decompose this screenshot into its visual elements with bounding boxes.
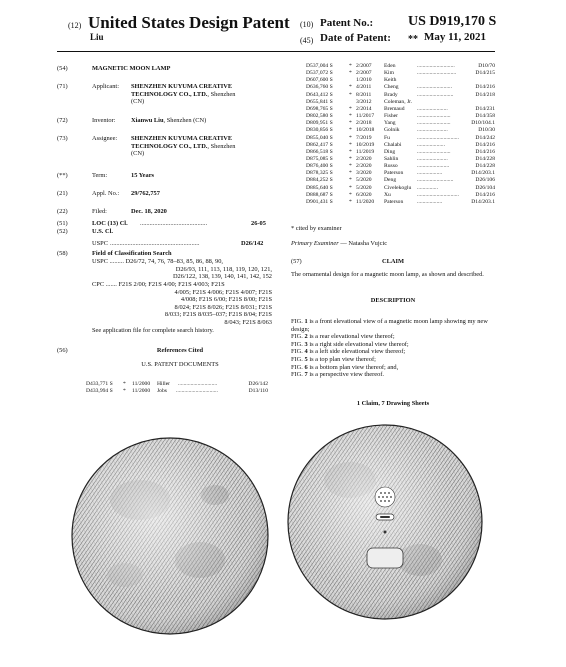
right-ref-row: D866,518 S * 11/2019 Ding ........................ D14/216 [306,148,495,155]
applicant-label: Applicant: [92,83,119,90]
right-ref-row: D888,687 S * 6/2020 Xu .............................. D14/216 [306,191,495,198]
loc-value: 26-05 [251,220,266,227]
speaker-grille-icon [375,487,395,507]
indicator-dot-icon [384,531,387,534]
right-ref-row: D830,856 S * 10/2018 Golnik ...................... D10/30 [306,127,495,134]
right-ref-row: D884,252 S * 5/2020 Deng .......................... D26/106 [306,177,495,184]
figure-item: FIG. 5 is a top plan view thereof; [291,355,376,363]
search-note: See application file for complete search history. [92,327,214,334]
search-uspc-lines: USPC ......... D26/72, 74, 76, 78–83, 85, 86, 88, 90, D26/93, 111, 113, 118, 119, 120, 121, D26/122, 138, 139, 140, 141, 142, 152 [92,258,272,281]
term-label: Term: [92,172,108,179]
right-ref-row: D809,951 S * 2/2018 Yang ........................ D10/104.1 [306,120,495,127]
loc-dots: .......................................... [140,220,208,227]
button-slot-icon [380,516,390,518]
inventor-value: Xianwu Liu, Shenzhen (CN) [131,117,207,124]
right-ref-row: D698,765 S * 2/2014 Bremaud ...................... D14/231 [306,105,495,112]
claims-footer: 1 Claim, 7 Drawing Sheets [356,400,430,407]
right-ref-row: D875,085 S * 2/2020 Sahlin ...................... D14/228 [306,155,495,162]
filed-value: Dec. 18, 2020 [131,208,167,215]
figure-item: FIG. 7 is a perspective view thereof. [291,371,385,379]
right-ref-row: D885,640 S * 5/2020 Civelekoglu ............... D26/104 [306,184,495,191]
moon-sphere-rear [288,425,482,619]
right-ref-row: D537,072 S * 2/2007 Kim ............................ D14/215 [306,70,495,77]
field-21-num: (21) [57,190,68,197]
search-field-label: Field of Classification Search [92,250,172,257]
refs-cited-label: References Cited [156,347,204,354]
right-ref-row: D537,004 S * 2/2007 Eden ........................... D10/70 [306,63,495,69]
figure-item: FIG. 3 is a right side elevational view thereof; [291,340,409,348]
patent-number: US D919,170 S [408,14,497,29]
term-value: 15 Years [131,172,155,179]
figure-item: FIG. 6 is a bottom plan view thereof; and, [291,363,399,371]
header-num-45: (45) [300,36,314,45]
field-73-num: (73) [57,135,68,142]
right-ref-row: D607,600 S 1/2010 Keith [306,77,397,84]
applicant-value: SHENZHEN KUYUMA CREATIVE TECHNOLOGY CO., LTD., Shenzhen (CN) [131,83,236,106]
uspc-label: USPC [92,240,108,247]
uspc-dots: ........................................................ [110,240,200,247]
assignee-value: SHENZHEN KUYUMA CREATIVE TECHNOLOGY CO., LTD., Shenzhen (CN) [131,135,236,158]
patent-no-label: Patent No.: [320,17,374,29]
claim-title: CLAIM [381,258,404,265]
inventor-surname: Liu [90,32,104,42]
right-ref-row: D655,841 S 3/2012 Coleman, Jr. [306,98,413,105]
inventor-label: Inventor: [92,117,116,124]
appl-no-label: Appl. No.: [92,190,120,197]
examiner-line: Primary Examiner — Natasha Vujcic [291,240,388,247]
patent-date: May 11, 2021 [424,31,487,43]
field-58-num: (58) [57,250,68,257]
right-ref-row: D636,760 S * 4/2011 Cheng ......................... D14/216 [306,84,495,91]
term-num: (**) [57,172,68,179]
header-num-12: (12) [68,21,82,30]
field-51-num: (51) [57,220,68,227]
right-ref-row: D876,400 S * 2/2020 Russo ....................... D14/228 [306,163,495,170]
title-value: MAGNETIC MOON LAMP [92,65,171,72]
field-22-num: (22) [57,208,68,215]
document-type: United States Design Patent [88,13,290,32]
moon-sphere-front [72,438,268,634]
field-54-num: (54) [57,65,68,72]
search-cpc-lines: CPC ....... F21S 2/00; F21S 4/00; F21S 4/003; F21S 4/005; F21S 4/006; F21S 4/007; F21S 4/008; F21S 6/00; F21S 8/00; F21S 8/024; F21S 8/026; F21S 8/031; F21S 8/033; F21S 8/035–037; F21S 8/04; F21S 8/043; F21S 8/063 [92,281,272,326]
appl-no-value: 29/762,757 [131,190,160,197]
right-ref-row: D901,431 S * 11/2020 Paterson .................. D14/203.1 [306,198,495,205]
figure-item: FIG. 2 is a rear elevational view thereof; [291,333,395,341]
right-ref-row: D802,580 S * 11/2017 Fisher ........................ D14/358 [306,113,495,120]
right-ref-row: D878,325 S * 3/2020 Paterson .................. D14/203.1 [306,170,495,177]
us-docs-label: U.S. PATENT DOCUMENTS [141,361,219,368]
header-num-10: (10) [300,20,314,29]
field-72-num: (72) [57,117,68,124]
filed-label: Filed: [92,208,107,215]
us-cl-label: U.S. Cl. [92,228,113,235]
magnetic-pad-icon [367,548,403,568]
field-56-num: (56) [57,347,68,354]
date-marks: ** [408,34,418,45]
cited-note: * cited by examiner [291,225,342,232]
right-ref-row: D862,417 S * 10/2019 Chalabi .................... D14/216 [306,141,495,148]
date-label: Date of Patent: [320,32,391,44]
right-ref-row: D855,040 S * 7/2019 Fu .............................. D14/242 [306,134,495,141]
figure-item: FIG. 4 is a left side elevational view thereof; [291,348,406,356]
claim-text: The ornamental design for a magnetic moon lamp, as shown and described. [291,271,484,278]
loc-label: LOC (13) Cl. [92,220,128,227]
figure-item: FIG. 1 is a front elevational view of a magnetic moon lamp showing my new design; [291,318,488,333]
claim-num: (57) [291,258,302,265]
uspc-value: D26/142 [241,240,264,247]
field-52-num: (52) [57,228,68,235]
right-ref-row: D643,412 S * 8/2011 Brady .......................... D14/218 [306,91,495,98]
description-title: DESCRIPTION [370,297,416,304]
assignee-label: Assignee: [92,135,118,142]
field-71-num: (71) [57,83,68,90]
